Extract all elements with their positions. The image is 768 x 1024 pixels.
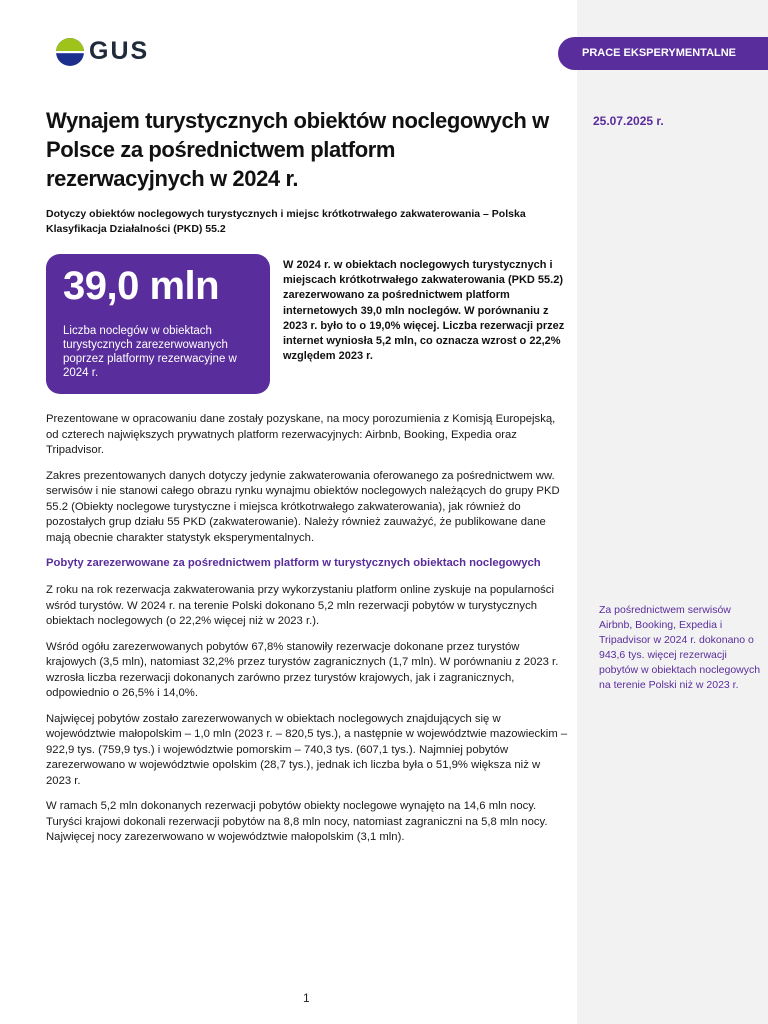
body-content [46,412,568,856]
paragraph-sources: Prezentowane w opracowaniu dane zostały pozyskane, na mocy porozumienia z Komisją Europejską, od czterech największych prywatnych platform rezerwacyjnych: Airbnb, Booking, Expedia oraz Tripadvisor. [46,413,556,456]
experimental-badge: PRACE EKSPERYMENTALNE [558,37,768,70]
kpi-box [46,254,270,394]
paragraph-nights: W ramach 5,2 mln dokonanych rezerwacji pobytów obiekty noclegowe wynajęto na 14,6 mln nocy. Turyści krajowi dokonali rezerwacji pobytów na 8,8 mln nocy, natomiast zagraniczni na 5,8 mln nocy. Najwięcej nocy zarezerwowano w województwie małopolskim (3,1 mln). [46,800,548,843]
kpi-summary: W 2024 r. w obiektach noclegowych turystycznych i miejscach krótkotrwałego zakwaterowania (PKD 55.2) zarezerwowano za pośrednictwem platform internetowych 39,0 mln noclegów. W porównaniu z 2023 r. było to o 19,0% więcej. Liczba rezerwacji przez internet wyniosła 5,2 mln, co oznacza wzrost o 22,2% względem 2023 r. [283,259,565,363]
page-title: Wynajem turystycznych obiektów noclegowych w Polsce za pośrednictwem platform rezerwacyjnych w 2024 r. [46,108,549,191]
page-number: 1 [303,991,310,1005]
section-heading: Pobyty zarezerwowane za pośrednictwem platform w turystycznych obiektach noclegowych [46,557,541,569]
sidebar-background [577,0,768,1024]
side-note: Za pośrednictwem serwisów Airbnb, Booking, Expedia i Tripadvisor w 2024 r. dokonano o 943,6 tys. więcej rezerwacji pobytów w obiektach noclegowych na terenie Polski niż w 2023 r. [599,604,761,691]
publication-date: 25.07.2025 r. [593,114,664,128]
logo-text: GUS [89,37,150,65]
kpi-caption: Liczba noclegów w obiektach turystycznych zarezerwowanych poprzez platformy rezerwacyjne w 2024 r. [63,325,237,379]
kpi-value: 39,0 mln [63,264,220,308]
page-subtitle: Dotyczy obiektów noclegowych turystycznych i miejsc krótkotrwałego zakwaterowania – Polska Klasyfikacja Działalności (PKD) 55.2 [46,208,526,235]
paragraph-regions: Najwięcej pobytów zostało zarezerwowanych w obiektach noclegowych znajdujących się w województwie małopolskim – 1,0 mln (2023 r. – 820,5 tys.), a następnie w województwie mazowieckim – 922,9 tys. (759,9 tys.) i województwie pomorskim – 740,3 tys. (607,1 tys.). Najmniej pobytów zarezerwowano w województwie opolskim (28,7 tys.), jednak ich liczba była o 51,9% większa niż w 2023 r. [46,712,568,787]
paragraph-tourists: Wśród ogółu zarezerwowanych pobytów 67,8% stanowiły rezerwacje dokonane przez turystów krajowych (3,5 mln), natomiast 32,2% przez turystów zagranicznych (1,7 mln). W porównaniu z 2023 r. wzrosła liczba rezerwacji dokonanych zarówno przez turystów krajowych, jak i zagranicznych, odpowiednio o 26,5% i 14,0%. [46,640,559,699]
paragraph-reservations: Z roku na rok rezerwacja zakwaterowania przy wykorzystaniu platform online zyskuje na popularności wśród turystów. W 2024 r. na terenie Polski dokonano 5,2 mln rezerwacji pobytów w turystycznych obiektach noclegowych (o 22,2% więcej niż w 2023 r.). [46,584,554,627]
paragraph-scope: Zakres prezentowanych danych dotyczy jedynie zakwaterowania oferowanego za pośrednictwem ww. serwisów i nie stanowi całego obrazu rynku wynajmu obiektów noclegowych należących do grupy PKD 55.2 (Obiekty noclegowe turystyczne i miejsca krótkotrwałego zakwaterowania), jak również do pozostałych grup działu 55 PKD (zakwaterowanie). Należy również zauważyć, że publikowane dane mają obecnie charakter statystyk eksperymentalnych. [46,469,560,544]
